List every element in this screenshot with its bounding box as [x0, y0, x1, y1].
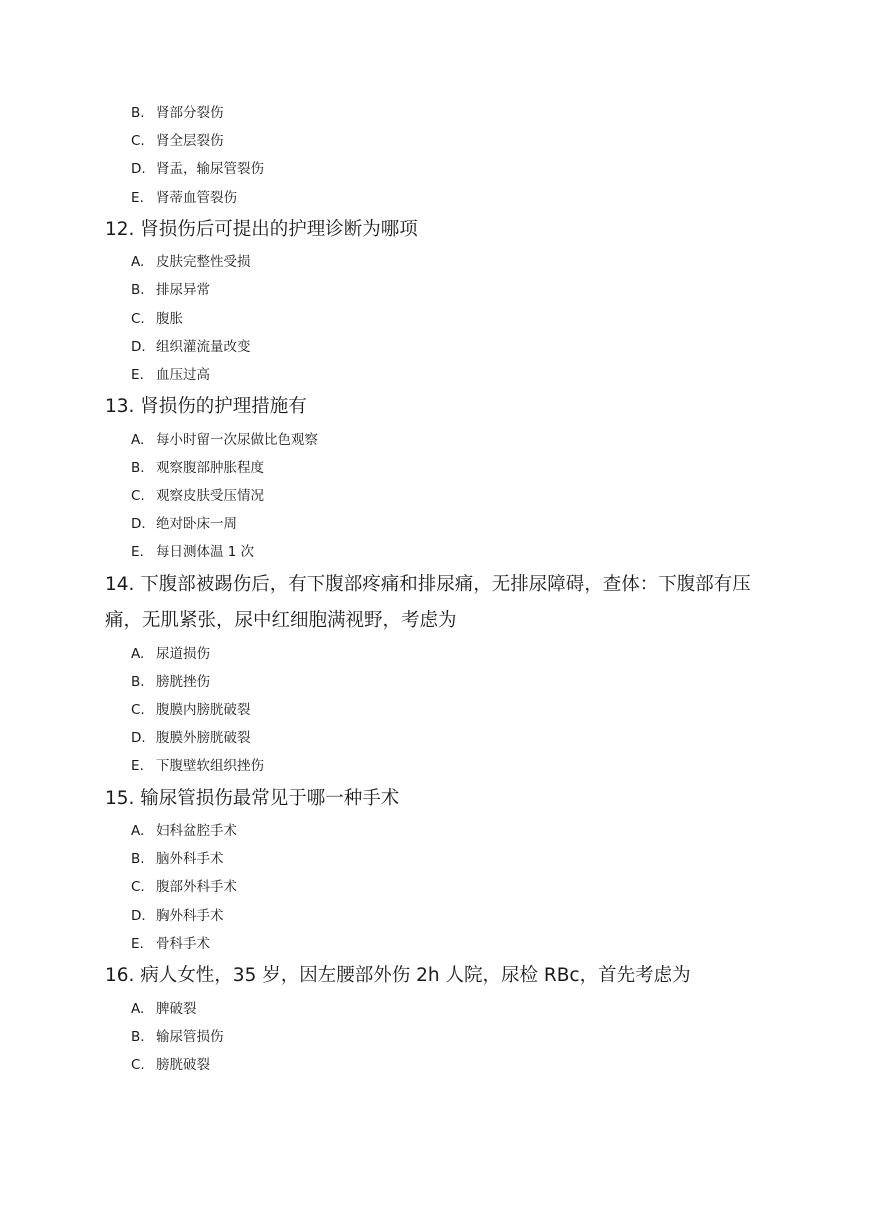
option-letter: D. — [131, 730, 146, 747]
option-letter: E. — [131, 367, 144, 383]
option-text: 皮肤完整性受损 — [156, 254, 251, 271]
option-row — [105, 333, 765, 361]
option-row — [105, 99, 765, 127]
option-letter: B. — [131, 851, 145, 868]
option-letter: C. — [131, 310, 145, 327]
option-row — [105, 361, 765, 389]
option-row — [105, 510, 765, 538]
question-block — [105, 958, 765, 1079]
option-text: 输尿管损伤 — [156, 1028, 224, 1045]
option-text: 肾部分裂伤 — [156, 105, 224, 121]
option-letter: D. — [131, 516, 146, 533]
option-text: 腹部外科手术 — [156, 879, 237, 896]
option-row — [105, 696, 765, 724]
option-letter: E. — [131, 758, 144, 775]
question-block — [105, 389, 765, 566]
option-text: 每日测体温 1 次 — [156, 544, 255, 561]
option-row — [105, 845, 765, 873]
option-row — [105, 538, 765, 566]
question-text: 13. 肾损伤的护理措施有 — [105, 396, 307, 418]
option-row — [105, 930, 765, 958]
option-row — [105, 668, 765, 696]
option-row — [105, 817, 765, 845]
option-row — [105, 873, 765, 901]
option-letter: C. — [131, 702, 145, 718]
option-row — [105, 995, 765, 1023]
option-letter: C. — [131, 879, 145, 896]
option-letter: B. — [131, 105, 145, 121]
option-text: 组织灌流量改变 — [156, 338, 251, 355]
leading-options — [105, 99, 765, 212]
option-row — [105, 426, 765, 454]
option-row — [105, 184, 765, 212]
option-text: 腹胀 — [156, 310, 183, 327]
option-row — [105, 454, 765, 482]
option-letter: A. — [131, 645, 145, 662]
option-text: 每小时留一次尿做比色观察 — [156, 431, 318, 448]
question-block — [105, 781, 765, 958]
option-text: 下腹壁软组织挫伤 — [156, 758, 264, 775]
option-text: 肾盂，输尿管裂伤 — [156, 161, 264, 178]
option-row — [105, 1023, 765, 1051]
option-letter: A. — [131, 1000, 145, 1017]
option-text: 排尿异常 — [156, 282, 210, 299]
option-row — [105, 127, 765, 155]
option-text: 肾蒂血管裂伤 — [156, 189, 237, 206]
option-letter: C. — [131, 133, 145, 150]
option-text: 膀胱挫伤 — [156, 673, 210, 690]
option-row — [105, 305, 765, 333]
option-letter: A. — [131, 431, 145, 448]
option-text: 绝对卧床一周 — [156, 516, 237, 533]
option-text: 脑外科手术 — [156, 851, 224, 868]
option-row — [105, 640, 765, 668]
option-text: 妇科盆腔手术 — [156, 823, 237, 840]
question-text: 16. 病人女性，35 岁，因左腰部外伤 2h 人院，尿检 RBc，首先考虑为 — [105, 965, 691, 986]
option-letter: B. — [131, 673, 145, 690]
option-letter: C. — [131, 1056, 145, 1073]
option-letter: B. — [131, 1028, 145, 1045]
option-letter: C. — [131, 488, 145, 505]
option-letter: A. — [131, 823, 145, 840]
option-letter: B. — [131, 459, 145, 476]
question-block — [105, 212, 765, 389]
option-text: 肾全层裂伤 — [156, 133, 224, 150]
option-text: 膀胱破裂 — [156, 1056, 210, 1073]
question-block — [105, 567, 765, 781]
option-text: 观察皮肤受压情况 — [156, 488, 264, 505]
option-text: 胸外科手术 — [156, 907, 224, 924]
option-row — [105, 1051, 765, 1079]
question-text: 12. 肾损伤后可提出的护理诊断为哪项 — [105, 218, 418, 240]
question-text: 15. 输尿管损伤最常见于哪一种手术 — [105, 787, 400, 809]
option-letter: B. — [131, 282, 145, 299]
option-row — [105, 276, 765, 304]
option-row — [105, 482, 765, 510]
option-letter: E. — [131, 189, 144, 206]
option-letter: A. — [131, 254, 145, 271]
option-text: 腹膜外膀胱破裂 — [156, 730, 251, 747]
question-text: 14. 下腹部被踢伤后，有下腹部疼痛和排尿痛，无排尿障碍，查体：下腹部有压痛，无肌紧张，尿中红细胞满视野，考虑为 — [105, 573, 751, 632]
option-row — [105, 724, 765, 752]
option-letter: D. — [131, 161, 146, 178]
option-text: 脾破裂 — [156, 1000, 197, 1017]
option-text: 尿道损伤 — [156, 645, 210, 662]
option-text: 骨科手术 — [156, 935, 210, 952]
option-row — [105, 902, 765, 930]
option-row — [105, 248, 765, 276]
option-row — [105, 155, 765, 183]
option-text: 观察腹部肿胀程度 — [156, 459, 264, 476]
question-list — [105, 99, 765, 1079]
option-row — [105, 752, 765, 780]
option-text: 血压过高 — [156, 367, 210, 383]
option-text: 腹膜内膀胱破裂 — [156, 702, 251, 718]
option-letter: D. — [131, 338, 146, 355]
option-letter: D. — [131, 907, 146, 924]
option-letter: E. — [131, 544, 144, 561]
option-letter: E. — [131, 935, 144, 952]
